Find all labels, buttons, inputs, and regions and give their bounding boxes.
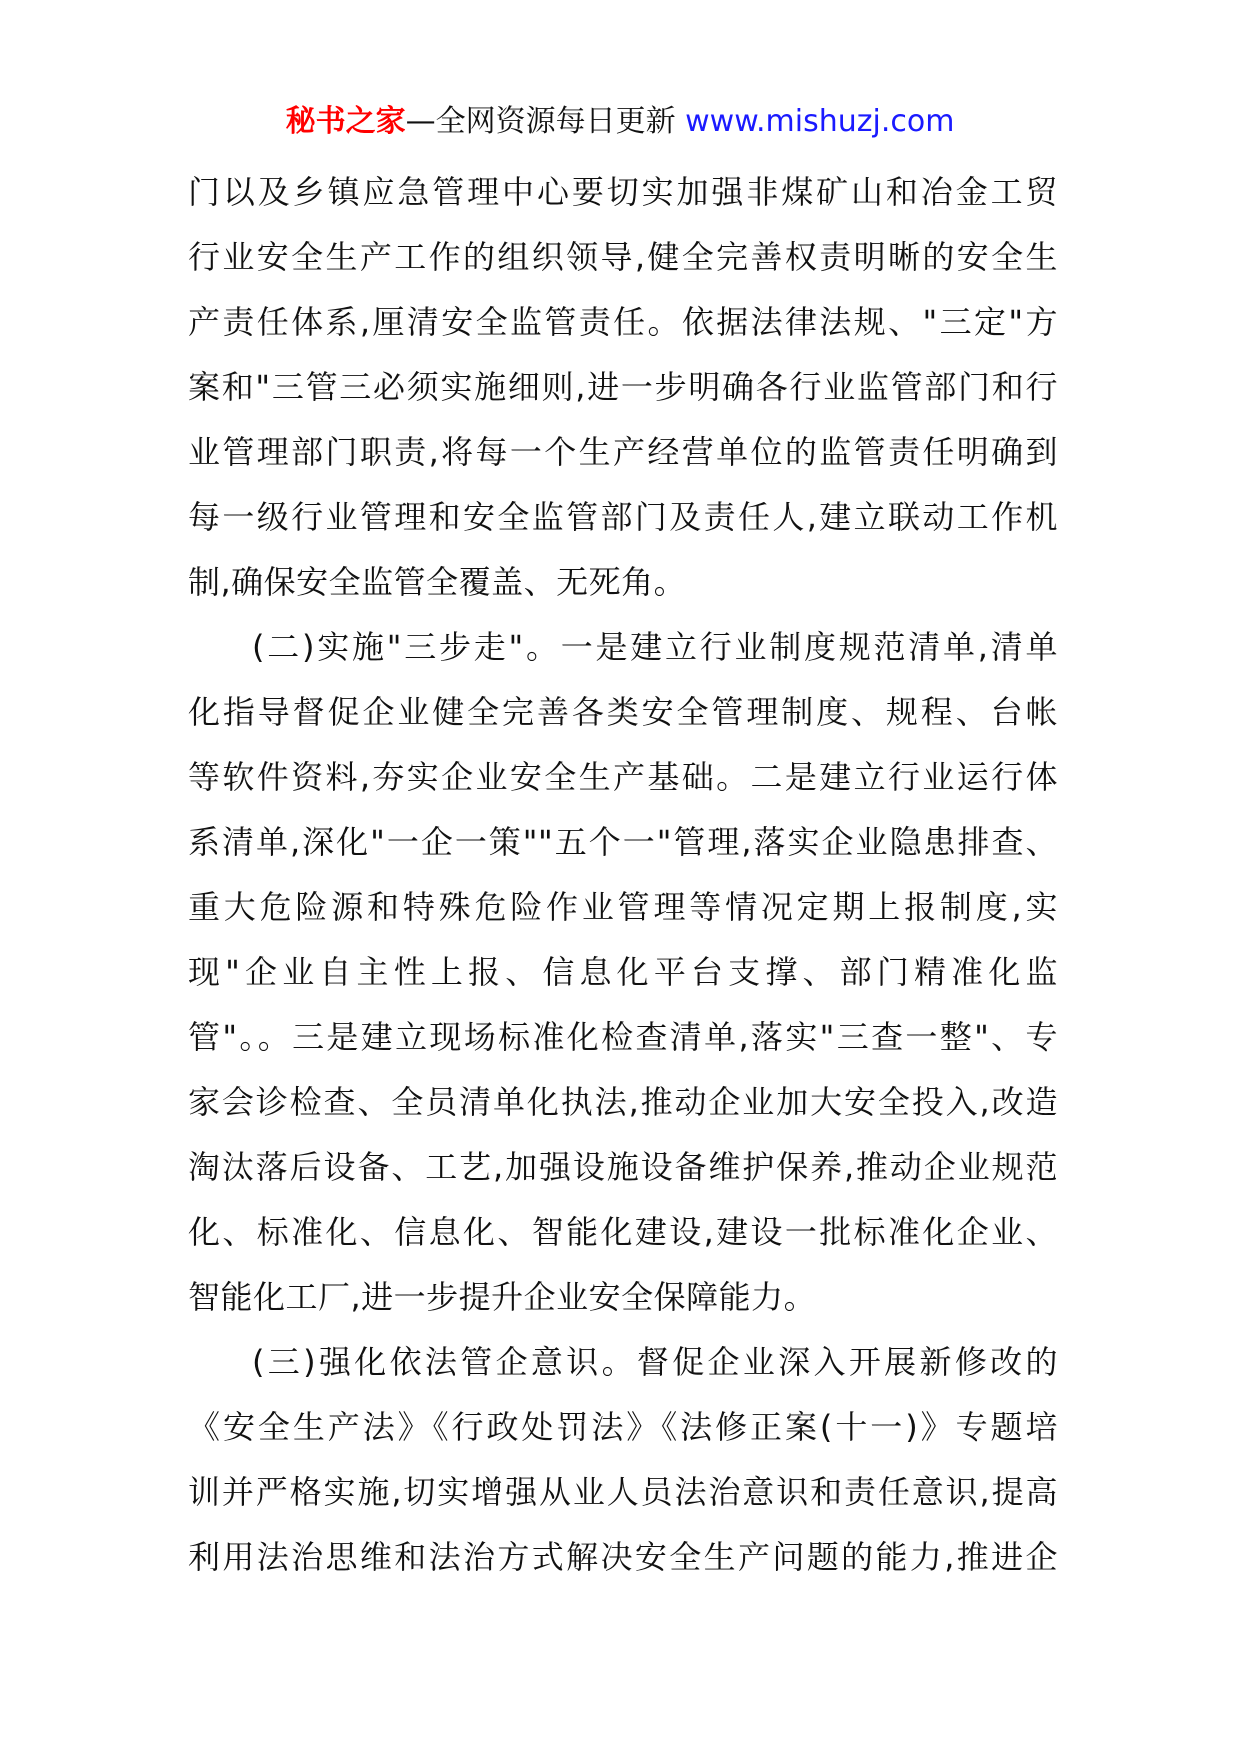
text-line: 业管理部门职责,将每一个生产经营单位的监管责任明确到 (188, 433, 1058, 471)
text-line: 门以及乡镇应急管理中心要切实加强非煤矿山和冶金工贸 (188, 173, 1058, 211)
text-line: 化、标准化、信息化、智能化建设,建设一批标准化企业、 (188, 1213, 1058, 1251)
text-line: 训并严格实施,切实增强从业人员法治意识和责任意识,提高 (188, 1473, 1058, 1511)
text-line: (三)强化依法管企意识。督促企业深入开展新修改的 (252, 1343, 1058, 1381)
text-line: 家会诊检查、全员清单化执法,推动企业加大安全投入,改造 (188, 1083, 1058, 1121)
text-line: 产责任体系,厘清安全监管责任。依据法律法规、"三定"方 (188, 303, 1058, 341)
text-line: 利用法治思维和法治方式解决安全生产问题的能力,推进企 (188, 1538, 1058, 1576)
text-line: 行业安全生产工作的组织领导,健全完善权责明晰的安全生 (188, 238, 1058, 276)
document-body (188, 160, 1058, 1590)
text-line: 系清单,深化"一企一策""五个一"管理,落实企业隐患排查、 (188, 823, 1058, 861)
text-line: (二)实施"三步走"。一是建立行业制度规范清单,清单 (252, 628, 1058, 666)
page-header (0, 102, 1240, 142)
header-url[interactable]: www.mishuzj.com (685, 104, 955, 139)
text-line: 淘汰落后设备、工艺,加强设施设备维护保养,推动企业规范 (188, 1148, 1058, 1186)
text-line: 重大危险源和特殊危险作业管理等情况定期上报制度,实 (188, 888, 1058, 926)
text-line: 管"。。三是建立现场标准化检查清单,落实"三查一整"、专 (188, 1018, 1058, 1056)
text-line: 制,确保安全监管全覆盖、无死角。 (188, 563, 687, 601)
text-line: 《安全生产法》《行政处罚法》《法修正案(十一)》专题培 (188, 1408, 1058, 1446)
text-line: 案和"三管三必须实施细则,进一步明确各行业监管部门和行 (188, 368, 1058, 406)
text-line: 每一级行业管理和安全监管部门及责任人,建立联动工作机 (188, 498, 1058, 536)
text-line: 智能化工厂,进一步提升企业安全保障能力。 (188, 1278, 817, 1316)
text-line: 化指导督促企业健全完善各类安全管理制度、规程、台帐 (188, 693, 1058, 731)
header-brand: 秘书之家 (285, 104, 406, 139)
header-tagline: —全网资源每日更新 (405, 104, 676, 139)
text-line: 现"企业自主性上报、信息化平台支撑、部门精准化监 (188, 953, 1058, 991)
text-line: 等软件资料,夯实企业安全生产基础。二是建立行业运行体 (188, 758, 1058, 796)
